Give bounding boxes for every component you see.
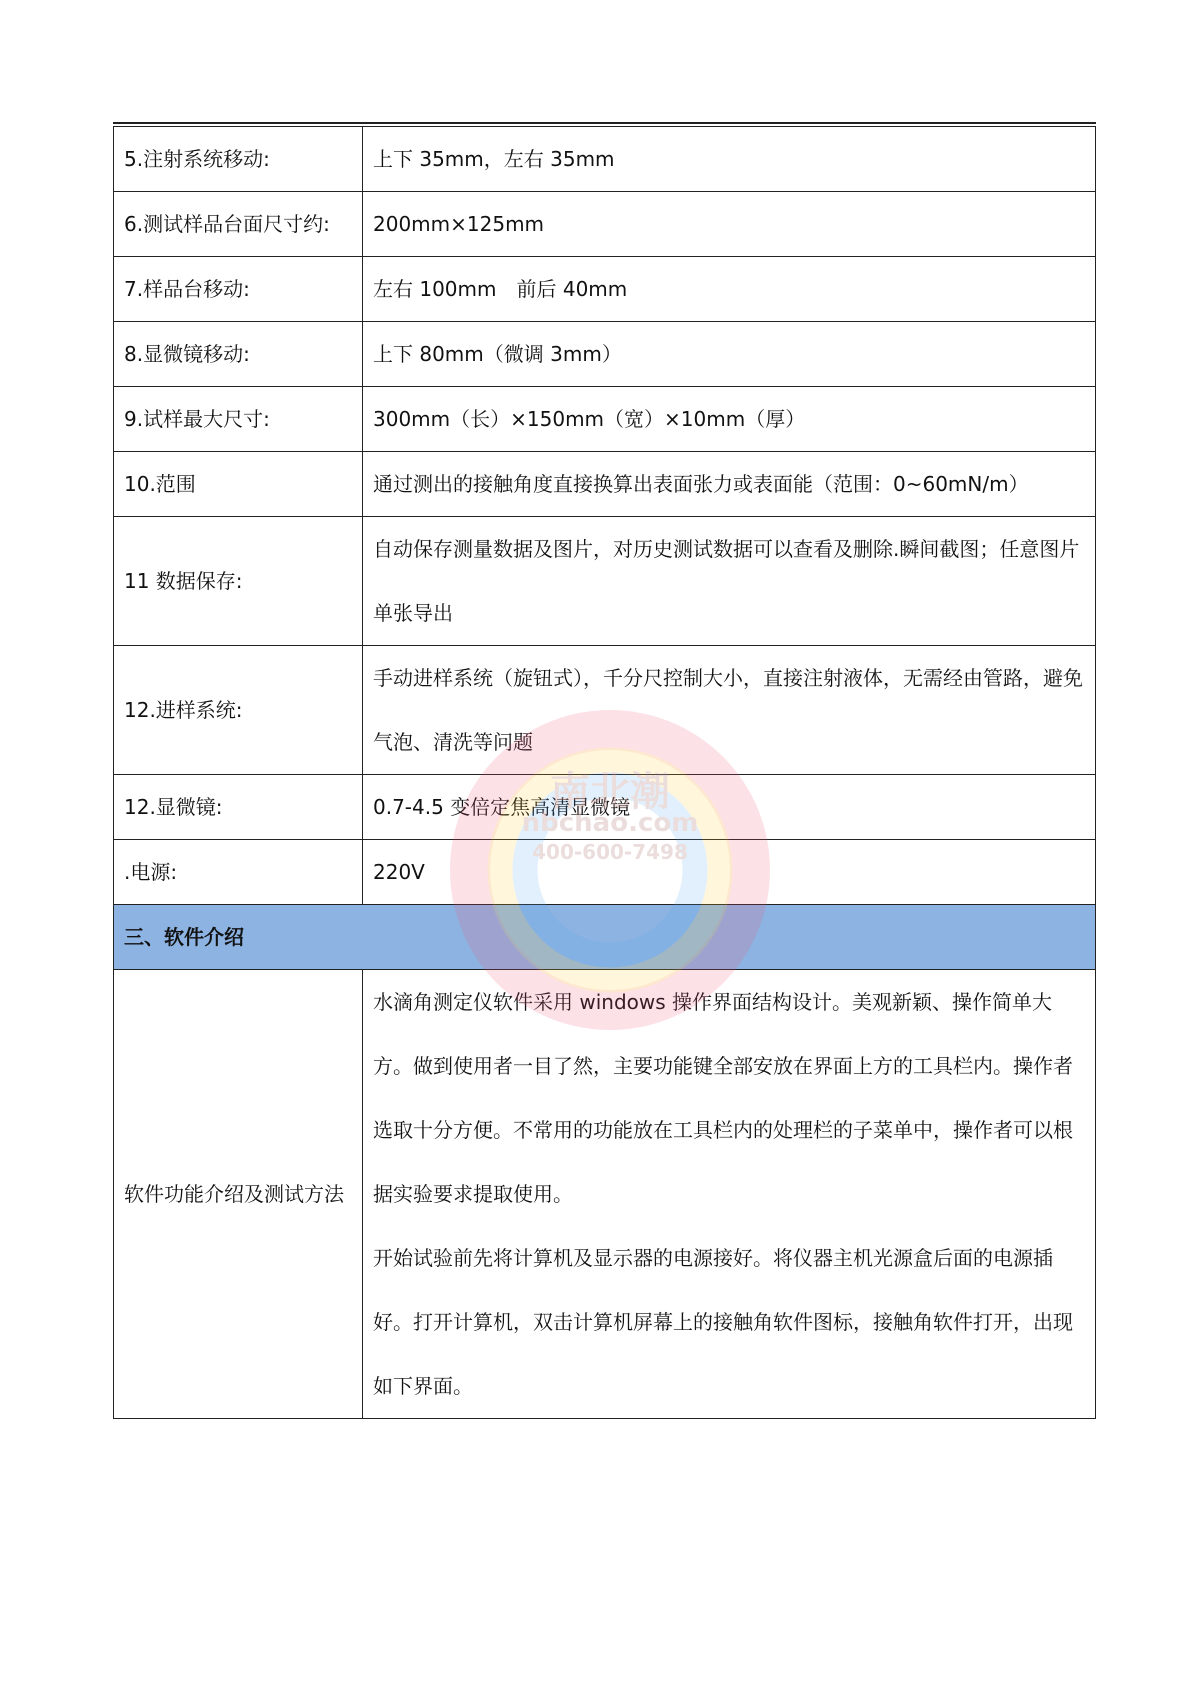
- spec-key: 12.进样系统:: [114, 646, 363, 775]
- spec-key: 9.试样最大尺寸:: [114, 387, 363, 452]
- spec-value: 通过测出的接触角度直接换算出表面张力或表面能（范围：0~60mN/m）: [363, 452, 1096, 517]
- spec-key: .电源:: [114, 840, 363, 905]
- table-row: [114, 387, 1096, 452]
- spec-value: 手动进样系统（旋钮式），千分尺控制大小，直接注射液体，无需经由管路，避免气泡、清洗等问题: [363, 646, 1096, 775]
- spec-key: 7.样品台移动:: [114, 257, 363, 322]
- table-row: [114, 127, 1096, 192]
- software-paragraph-1: 水滴角测定仪软件采用 windows 操作界面结构设计。美观新颖、操作简单大方。做到使用者一目了然，主要功能键全部安放在界面上方的工具栏内。操作者选取十分方便。不常用的功能放在工具栏内的处理栏的子菜单中，操作者可以根据实验要求提取使用。: [373, 990, 1073, 1206]
- spec-key: 10.范围: [114, 452, 363, 517]
- software-paragraph-2: 开始试验前先将计算机及显示器的电源接好。将仪器主机光源盒后面的电源插好。打开计算机，双击计算机屏幕上的接触角软件图标，接触角软件打开，出现如下界面。: [373, 1246, 1073, 1398]
- spec-value: 0.7-4.5 变倍定焦高清显微镜: [363, 775, 1096, 840]
- spec-value: 220V: [363, 840, 1096, 905]
- spec-value: 左右 100mm 前后 40mm: [363, 257, 1096, 322]
- table-row: [114, 192, 1096, 257]
- spec-key: 11 数据保存:: [114, 517, 363, 646]
- section-title: 三、软件介绍: [114, 905, 1096, 970]
- spec-value: 300mm（长）×150mm（宽）×10mm（厚）: [363, 387, 1096, 452]
- section-header-row: [114, 905, 1096, 970]
- table-row: [114, 452, 1096, 517]
- software-key: 软件功能介绍及测试方法: [114, 970, 363, 1419]
- spec-key: 12.显微镜:: [114, 775, 363, 840]
- spec-key: 5.注射系统移动:: [114, 127, 363, 192]
- watermark-site: nbchao.com: [521, 808, 699, 838]
- spec-value: 200mm×125mm: [363, 192, 1096, 257]
- spec-table: [113, 126, 1096, 1419]
- spec-key: 6.测试样品台面尺寸约:: [114, 192, 363, 257]
- spec-key: 8.显微镜移动:: [114, 322, 363, 387]
- table-row: [114, 257, 1096, 322]
- table-row: [114, 970, 1096, 1419]
- table-row: [114, 517, 1096, 646]
- header-rule: [113, 122, 1096, 124]
- table-row: [114, 840, 1096, 905]
- watermark-brand: 南北潮: [550, 769, 670, 815]
- watermark-phone: 400-600-7498: [532, 840, 688, 864]
- table-row: [114, 775, 1096, 840]
- table-row: [114, 322, 1096, 387]
- spec-value: 自动保存测量数据及图片，对历史测试数据可以查看及删除.瞬间截图；任意图片单张导出: [363, 517, 1096, 646]
- table-row: [114, 646, 1096, 775]
- spec-value: 上下 80mm（微调 3mm）: [363, 322, 1096, 387]
- spec-value: 上下 35mm，左右 35mm: [363, 127, 1096, 192]
